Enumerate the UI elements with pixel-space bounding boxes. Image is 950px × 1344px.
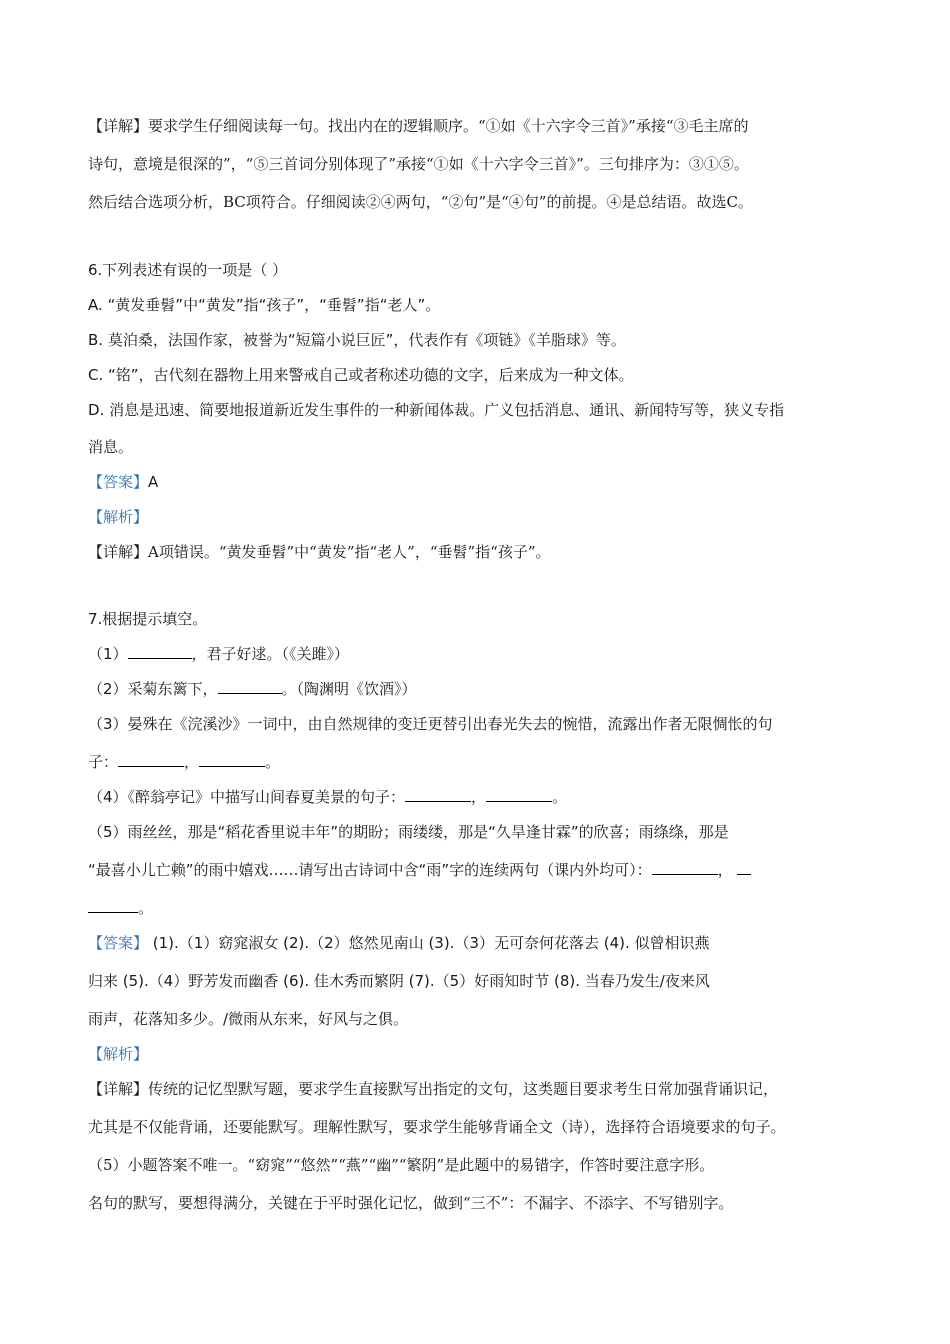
q7-explain-line-4: 名句的默写，要想得满分，关键在于平时强化记忆，做到“三不”：不漏字、不添字、不写错别字。 <box>88 1194 734 1212</box>
q6-title: 6.下列表述有误的一项是（ ） <box>88 261 288 279</box>
period: 。 <box>552 788 568 806</box>
q7-item-3-prefix: 子： <box>88 753 119 771</box>
fill-blank <box>405 787 471 802</box>
q6-option-c: C. “铭”，古代刻在器物上用来警戒自己或者称述功德的文字，后来成为一种文体。 <box>88 366 634 384</box>
fill-blank <box>218 679 282 694</box>
q5-explain-line-2: 诗句，意境是很深的”，“⑤三首词分别体现了”承接“①如《十六字令三首》”。三句排序为：③①⑤。 <box>88 155 749 173</box>
answer-text: (1).（1）窈窕淑女 (2).（2）悠然见南山 (3).（3）无可奈何花落去 (4). 似曾相识燕 <box>148 934 710 952</box>
answer-label: 【答案】 <box>88 934 149 952</box>
fill-blank <box>118 752 184 767</box>
q7-analysis-label: 【解析】 <box>88 1045 149 1063</box>
q7-item-4-text: （4）《醉翁亭记》中描写山间春夏美景的句子： <box>88 788 406 806</box>
fill-blank <box>652 860 718 875</box>
q6-explain: 【详解】A项错误。“黄发垂髫”中“黄发”指“老人”，“垂髫”指“孩子”。 <box>88 543 551 561</box>
q6-option-b: B. 莫泊桑，法国作家，被誉为“短篇小说巨匠”，代表作有《项链》《羊脂球》等。 <box>88 331 626 349</box>
fill-blank-start <box>737 860 751 875</box>
fill-blank <box>199 752 265 767</box>
q7-answer-line-2: 归来 (5).（4）野芳发而幽香 (6). 佳木秀而繁阴 (7).（5）好雨知时节 (8). 当春乃发生/夜来风 <box>88 972 710 990</box>
q5-explain-line-1: 【详解】要求学生仔细阅读每一句。找出内在的逻辑顺序。“①如《十六字令三首》”承接“③毛主席的 <box>88 117 749 135</box>
q7-answer-line-3: 雨声，花落知多少。/微雨从东来，好风与之俱。 <box>88 1010 409 1028</box>
q7-explain-line-3: （5）小题答案不唯一。“窈窕”“悠然”“燕”“幽”“繁阴”是此题中的易错字，作答时要注意字形。 <box>88 1156 715 1174</box>
period: 。 <box>265 753 281 771</box>
q7-item-5-line-3 <box>88 898 153 918</box>
q7-item-2 <box>88 679 417 699</box>
q7-item-3-line-1: （3）晏殊在《浣溪沙》一词中，由自然规律的变迁更替引出春光失去的惋惜，流露出作者无限惆怅的句 <box>88 715 773 733</box>
q7-item-5-line-1: （5）雨丝丝，那是“稻花香里说丰年”的期盼；雨缕缕，那是“久旱逢甘霖”的欣喜；雨绦绦，那是 <box>88 823 729 841</box>
q7-item-4 <box>88 787 567 807</box>
q7-item-5-text: “最喜小儿亡赖”的雨中嬉戏……请写出古诗词中含“雨”字的连续两句（课内外均可）： <box>88 861 652 879</box>
q7-item-1-text: ，君子好逑。（《关雎》） <box>191 645 350 663</box>
fill-blank <box>128 644 192 659</box>
q7-explain-line-2: 尤其是不仅能背诵，还要能默写。理解性默写，要求学生能够背诵全文（诗），选择符合语境要求的句子。 <box>88 1118 786 1136</box>
q7-item-1-number: （1） <box>88 645 128 663</box>
period: 。 <box>138 899 154 917</box>
q7-item-5-line-2 <box>88 860 751 880</box>
q5-explain-line-3: 然后结合选项分析，BC项符合。仔细阅读②④两句，“②句”是“④句”的前提。④是总结语。故选C。 <box>88 193 753 211</box>
q6-option-a: A. “黄发垂髫”中“黄发”指“孩子”，“垂髫”指“老人”。 <box>88 296 441 314</box>
q7-item-1 <box>88 644 349 664</box>
q7-title: 7.根据提示填空。 <box>88 610 208 628</box>
q7-item-2-source: 。（陶渊明《饮酒》） <box>281 680 417 698</box>
q6-option-d-line-2: 消息。 <box>88 438 134 456</box>
q6-analysis-label: 【解析】 <box>88 508 149 526</box>
comma: ， <box>717 861 733 879</box>
q7-item-2-text: （2）采菊东篱下， <box>88 680 218 698</box>
q7-answer-line-1 <box>88 933 710 953</box>
q6-option-d-line-1: D. 消息是迅速、简要地报道新近发生事件的一种新闻体裁。广义包括消息、通讯、新闻特写等，狭义专指 <box>88 401 785 419</box>
q6-answer <box>88 472 158 492</box>
q7-item-3-line-2 <box>88 752 280 772</box>
answer-label: 【答案】 <box>88 473 149 491</box>
comma: ， <box>184 753 200 771</box>
fill-blank <box>486 787 552 802</box>
fill-blank-end <box>88 898 138 913</box>
comma: ， <box>471 788 487 806</box>
answer-value: A <box>148 473 159 491</box>
q7-explain-line-1: 【详解】传统的记忆型默写题，要求学生直接默写出指定的文句，这类题目要求考生日常加强背诵识记， <box>88 1080 779 1098</box>
